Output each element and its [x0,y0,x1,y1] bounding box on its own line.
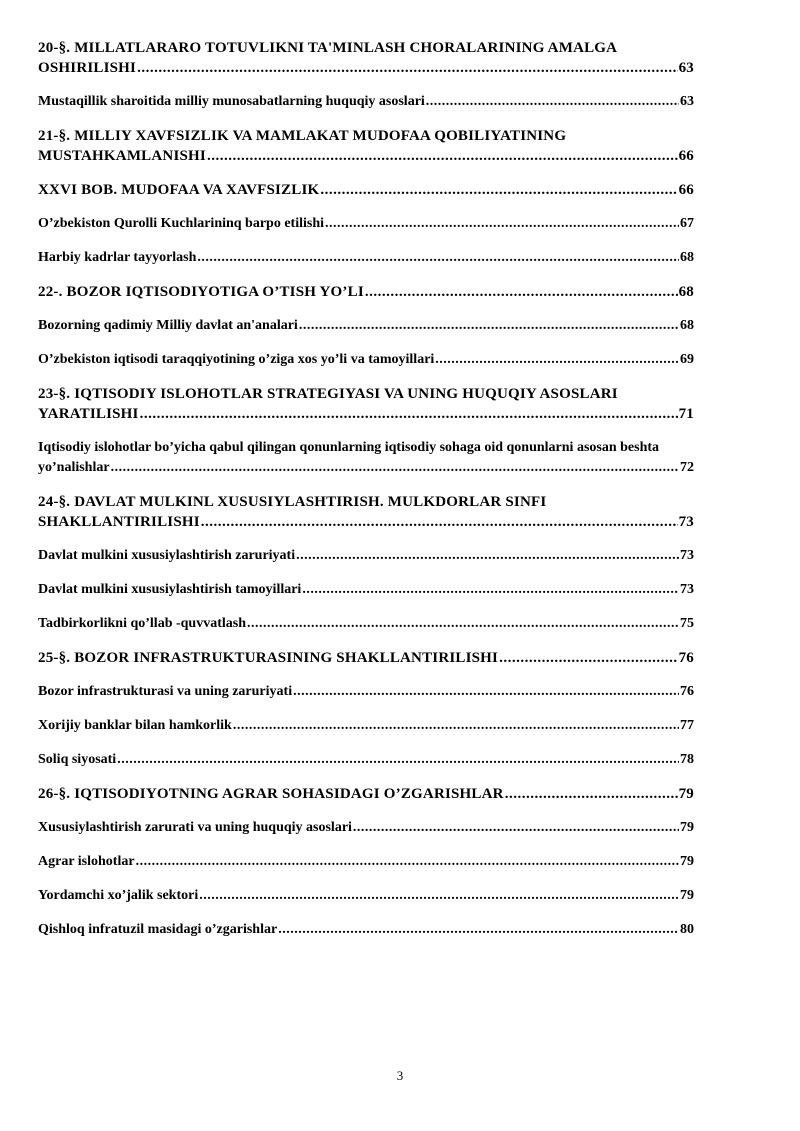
toc-entry-row [38,852,694,872]
toc-entry-row [38,512,694,532]
toc-section-entry[interactable] [38,716,694,736]
toc-page-number: 77 [680,718,694,733]
toc-entry-label: 22-. BOZOR IQTISODIYOTIGA O’TISH YO’LI [38,284,364,300]
toc-entry-label: O’zbekiston iqtisodi taraqqiyotining o’ziga xos yo’li va tamoyillari [38,352,435,367]
toc-entry-title-line: 21-§. MILLIY XAVFSIZLIK VA MAMLAKAT MUDOFAA QOBILIYATINING [38,128,567,144]
toc-chapter-entry[interactable] [38,126,694,166]
toc-entry-label: Harbiy kadrlar tayyorlash [38,250,197,265]
dot-leader [111,458,679,478]
dot-leader [136,852,679,872]
dot-leader [302,580,679,600]
toc-page-number: 73 [680,582,694,597]
dot-leader [426,92,679,112]
toc-entry-row [38,580,694,600]
dot-leader [325,214,679,234]
toc-page-number: 69 [680,352,694,367]
toc-section-entry[interactable] [38,920,694,940]
dot-leader [278,920,679,940]
toc-section-entry[interactable] [38,546,694,566]
toc-section-entry[interactable] [38,614,694,634]
toc-entry-label: OSHIRILISHI [38,60,137,76]
toc-entry-title-line: 20-§. MILLATLARARO TOTUVLIKNI TA'MINLASH CHORALARINING AMALGA [38,40,618,56]
toc-entry-label: YARATILISHI [38,406,139,422]
toc-page-number: 68 [680,250,694,265]
toc-page-number: 63 [678,60,694,76]
toc-entry-label: O’zbekiston Qurolli Kuchlarininq barpo etilishi [38,216,325,231]
toc-page-number: 71 [678,406,694,422]
toc-entry-row [38,818,694,838]
dot-leader [137,58,678,78]
toc-page-number: 68 [678,284,694,300]
toc-entry-label: Xorijiy banklar bilan hamkorlik [38,718,232,733]
dot-leader [197,248,679,268]
dot-leader [199,886,679,906]
toc-page-number: 79 [678,786,694,802]
toc-section-entry[interactable] [38,682,694,702]
toc-page-number: 78 [680,752,694,767]
toc-entry-row [38,546,694,566]
dot-leader [353,818,679,838]
toc-page-number: 72 [680,460,694,475]
toc-entry-row [38,316,694,336]
toc-chapter-entry[interactable] [38,384,694,424]
toc-entry-label: SHAKLLANTIRILISHI [38,514,200,530]
toc-entry-label: Yordamchi xo’jalik sektori [38,888,199,903]
toc-entry-label: Agrar islohotlar [38,854,135,869]
toc-page-number: 79 [680,854,694,869]
toc-page-number: 66 [678,148,694,164]
dot-leader [293,682,679,702]
toc-entry-label: Qishloq infratuzil masidagi o’zgarishlar [38,922,278,937]
dot-leader [140,404,678,424]
toc-entry-row [38,614,694,634]
dot-leader [233,716,679,736]
toc-entry-row [38,458,694,478]
toc-entry-label: Xususiylashtirish zarurati va uning huquqiy asoslari [38,820,352,835]
toc-entry-label: Bozor infrastrukturasi va uning zaruriyati [38,684,293,699]
toc-entry-label: 25-§. BOZOR INFRASTRUKTURASINING SHAKLLANTIRILISHI [38,650,499,666]
toc-entry-title-line: 24-§. DAVLAT MULKINL XUSUSIYLASHTIRISH. MULKDORLAR SINFI [38,494,547,510]
toc-section-entry[interactable] [38,750,694,770]
toc-chapter-entry[interactable] [38,492,694,532]
toc-page-number: 75 [680,616,694,631]
toc-chapter-entry[interactable] [38,282,694,302]
table-of-contents [38,38,694,940]
toc-entry-label: Bozorning qadimiy Milliy davlat an'analari [38,318,298,333]
toc-entry-row [38,750,694,770]
toc-section-entry[interactable] [38,438,758,478]
dot-leader [201,512,678,532]
toc-entry-row [38,648,694,668]
toc-entry-row [38,214,694,234]
toc-chapter-entry[interactable] [38,648,694,668]
toc-entry-row [38,682,694,702]
toc-entry-row [38,92,694,112]
toc-entry-label: 26-§. IQTISODIYOTNING AGRAR SOHASIDAGI O’ZGARISHLAR [38,786,504,802]
dot-leader [505,784,678,804]
dot-leader [299,316,679,336]
dot-leader [207,146,678,166]
toc-section-entry[interactable] [38,818,694,838]
toc-page-number: 80 [680,922,694,937]
toc-entry-label: Tadbirkorlikni qo’llab -quvvatlash [38,616,247,631]
dot-leader [320,180,677,200]
toc-entry-row [38,716,694,736]
toc-section-entry[interactable] [38,214,694,234]
toc-entry-label: XXVI BOB. MUDOFAA VA XAVFSIZLIK [38,182,320,198]
toc-chapter-entry[interactable] [38,784,694,804]
toc-entry-label: Soliq siyosati [38,752,117,767]
toc-entry-label: yo’nalishlar [38,460,110,475]
toc-entry-row [38,180,694,200]
page-number: 3 [396,1068,404,1083]
toc-entry-row [38,886,694,906]
dot-leader [499,648,678,668]
toc-entry-row [38,350,694,370]
toc-section-entry[interactable] [38,350,694,370]
toc-entry-row [38,248,694,268]
toc-page-number: 67 [680,216,694,231]
dot-leader [117,750,679,770]
toc-entry-title-line: 23-§. IQTISODIY ISLOHOTLAR STRATEGIYASI VA UNING HUQUQIY ASOSLARI [38,386,618,402]
toc-page-number: 79 [680,888,694,903]
toc-page-number: 76 [678,650,694,666]
toc-section-entry[interactable] [38,852,694,872]
dot-leader [365,282,678,302]
toc-page-number: 66 [678,182,694,198]
toc-page-number: 73 [680,548,694,563]
toc-page-number: 79 [680,820,694,835]
toc-section-entry[interactable] [38,92,694,112]
toc-section-entry[interactable] [38,316,694,336]
toc-entry-label: Mustaqillik sharoitida milliy munosabatlarning huquqiy asoslari [38,94,425,109]
toc-entry-row [38,58,694,78]
toc-section-entry[interactable] [38,248,694,268]
toc-chapter-entry[interactable] [38,38,694,78]
toc-entry-row [38,784,694,804]
toc-entry-row [38,404,694,424]
toc-chapter-entry[interactable] [38,180,694,200]
dot-leader [247,614,679,634]
toc-page-number: 63 [680,94,694,109]
toc-entry-row [38,146,694,166]
toc-entry-label: Davlat mulkini xususiylashtirish tamoyillari [38,582,302,597]
toc-entry-label: Davlat mulkini xususiylashtirish zaruriyati [38,548,296,563]
toc-section-entry[interactable] [38,886,694,906]
dot-leader [296,546,679,566]
toc-page-number: 73 [678,514,694,530]
toc-entry-row [38,920,694,940]
toc-entry-title-line: Iqtisodiy islohotlar bo’yicha qabul qilingan qonunlarning iqtisodiy sohaga oid qonunlarni asosan beshta [38,440,660,455]
toc-entry-label: MUSTAHKAMLANISHI [38,148,206,164]
toc-page-number: 76 [680,684,694,699]
toc-entry-row [38,282,694,302]
dot-leader [435,350,679,370]
toc-page-number: 68 [680,318,694,333]
toc-section-entry[interactable] [38,580,694,600]
